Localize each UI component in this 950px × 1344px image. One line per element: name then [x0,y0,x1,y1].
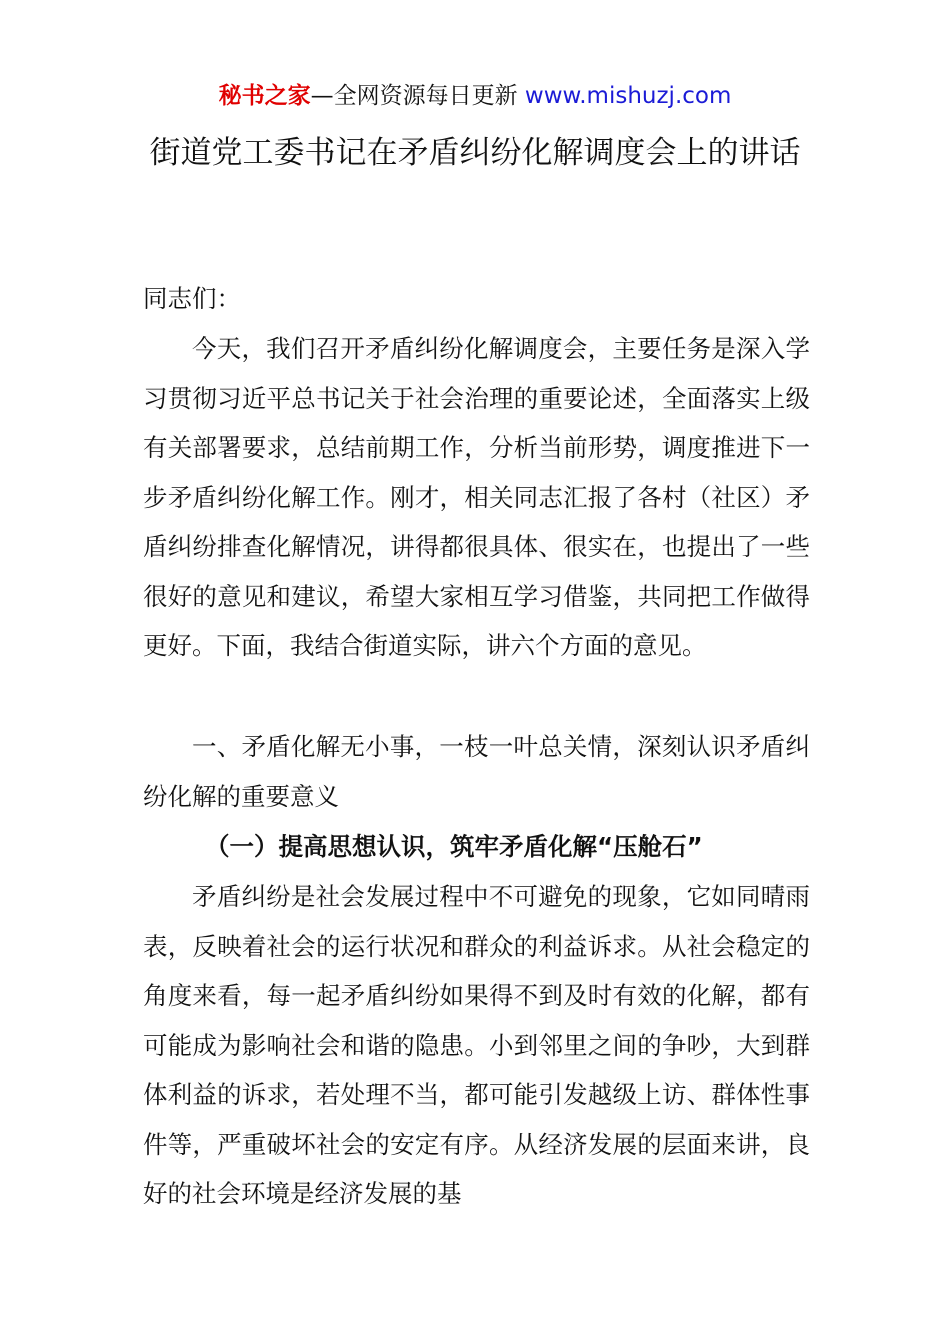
site-url[interactable]: www.mishuzj.com [524,83,732,109]
site-brand: 秘书之家 [218,83,311,109]
document-title: 街道党工委书记在矛盾纠纷化解调度会上的讲话 [149,135,801,171]
salutation: 同志们： [143,284,241,313]
paragraph-intro: 今天，我们召开矛盾纠纷化解调度会，主要任务是深入学习贯彻习近平总书记关于社会治理的重要论述，全面落实上级有关部署要求，总结前期工作，分析当前形势，调度推进下一步矛盾纠纷化解工作。刚才，相关同志汇报了各村（社区）矛盾纠纷排查化解情况，讲得都很具体、很实在，也提出了一些很好的意见和建议，希望大家相互学习借鉴，共同把工作做得更好。下面，我结合街道实际，讲六个方面的意见。 [143,334,810,660]
subsection-heading-1-1: （一）提高思想认识，筑牢矛盾化解“压舱石” [205,832,703,861]
section-heading-1: 一、矛盾化解无小事，一枝一叶总关情，深刻认识矛盾纠纷化解的重要意义 [143,732,810,811]
site-header [0,80,950,112]
paragraph-1-1: 矛盾纠纷是社会发展过程中不可避免的现象，它如同晴雨表，反映着社会的运行状况和群众的利益诉求。从社会稳定的角度来看，每一起矛盾纠纷如果得不到及时有效的化解，都有可能成为影响社会和谐的隐患。小到邻里之间的争吵，大到群体利益的诉求，若处理不当，都可能引发越级上访、群体性事件等，严重破坏社会的安定有序。从经济发展的层面来讲，良好的社会环境是经济发展的基 [143,882,810,1208]
site-tagline: —全网资源每日更新 [310,83,525,109]
